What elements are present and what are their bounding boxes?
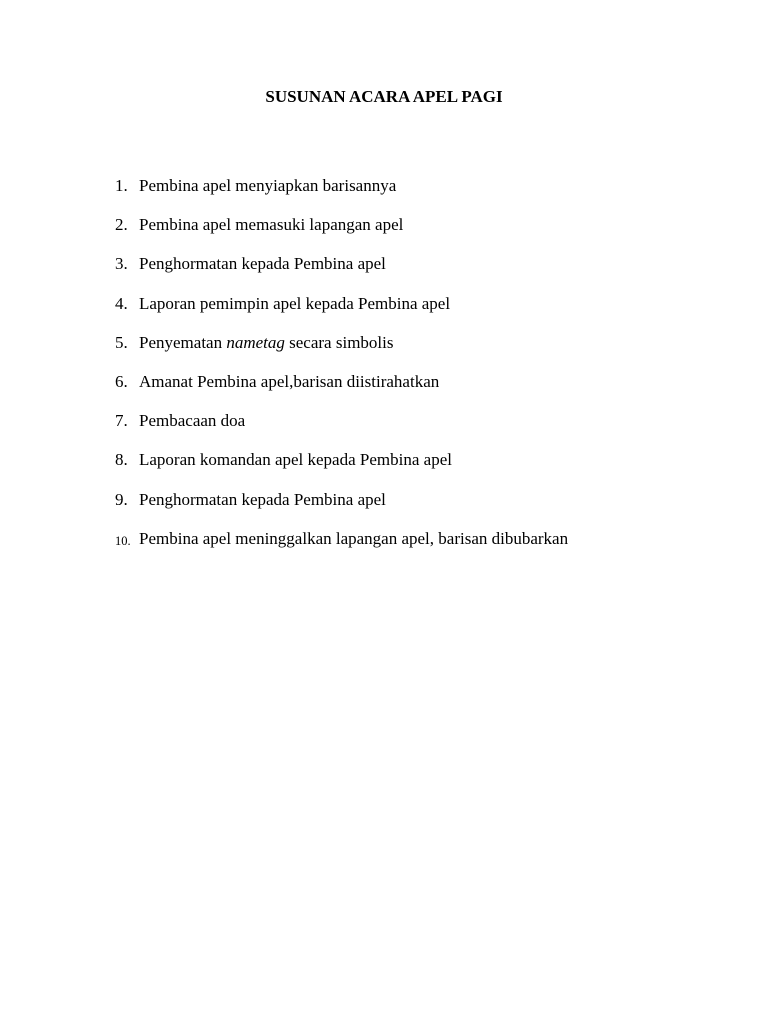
item-number: 4. — [115, 293, 128, 313]
item-text: Amanat Pembina apel,barisan diistirahatkan — [139, 371, 440, 391]
list-item — [0, 293, 768, 332]
item-text: Pembina apel memasuki lapangan apel — [139, 215, 404, 235]
document-title: SUSUNAN ACARA APEL PAGI — [265, 87, 503, 106]
item-number: 3. — [115, 254, 128, 274]
list-item — [0, 528, 768, 567]
item-number: 7. — [115, 411, 128, 431]
item-text: Laporan komandan apel kepada Pembina apel — [139, 450, 452, 470]
item-number: 1. — [115, 176, 128, 195]
item-number: 2. — [115, 215, 128, 235]
list-item — [0, 489, 768, 528]
item-text: Penghormatan kepada Pembina apel — [139, 254, 386, 274]
item-number: 8. — [115, 450, 128, 470]
list-item — [0, 332, 768, 371]
item-number: 9. — [115, 489, 128, 509]
list-item — [0, 449, 768, 488]
list-item — [0, 410, 768, 449]
item-text: Pembacaan doa — [139, 411, 246, 431]
list-item — [0, 175, 768, 214]
list-item — [0, 253, 768, 292]
item-number: 5. — [115, 332, 128, 352]
item-text-before: Penyematan — [139, 332, 227, 352]
list-item — [0, 371, 768, 410]
item-text: Penghormatan kepada Pembina apel — [139, 489, 386, 509]
item-text — [139, 332, 393, 354]
item-text-after: secara simbolis — [284, 332, 394, 352]
agenda-list — [0, 175, 768, 567]
item-number: 6. — [115, 371, 128, 391]
item-text: Pembina apel meninggalkan lapangan apel, barisan dibubarkan — [139, 528, 569, 548]
item-text: Laporan pemimpin apel kepada Pembina apel — [139, 293, 451, 313]
list-item — [0, 214, 768, 253]
item-text: Pembina apel menyiapkan barisannya — [139, 176, 397, 195]
item-number: 10. — [115, 533, 131, 548]
item-text-italic: nametag — [226, 332, 285, 352]
